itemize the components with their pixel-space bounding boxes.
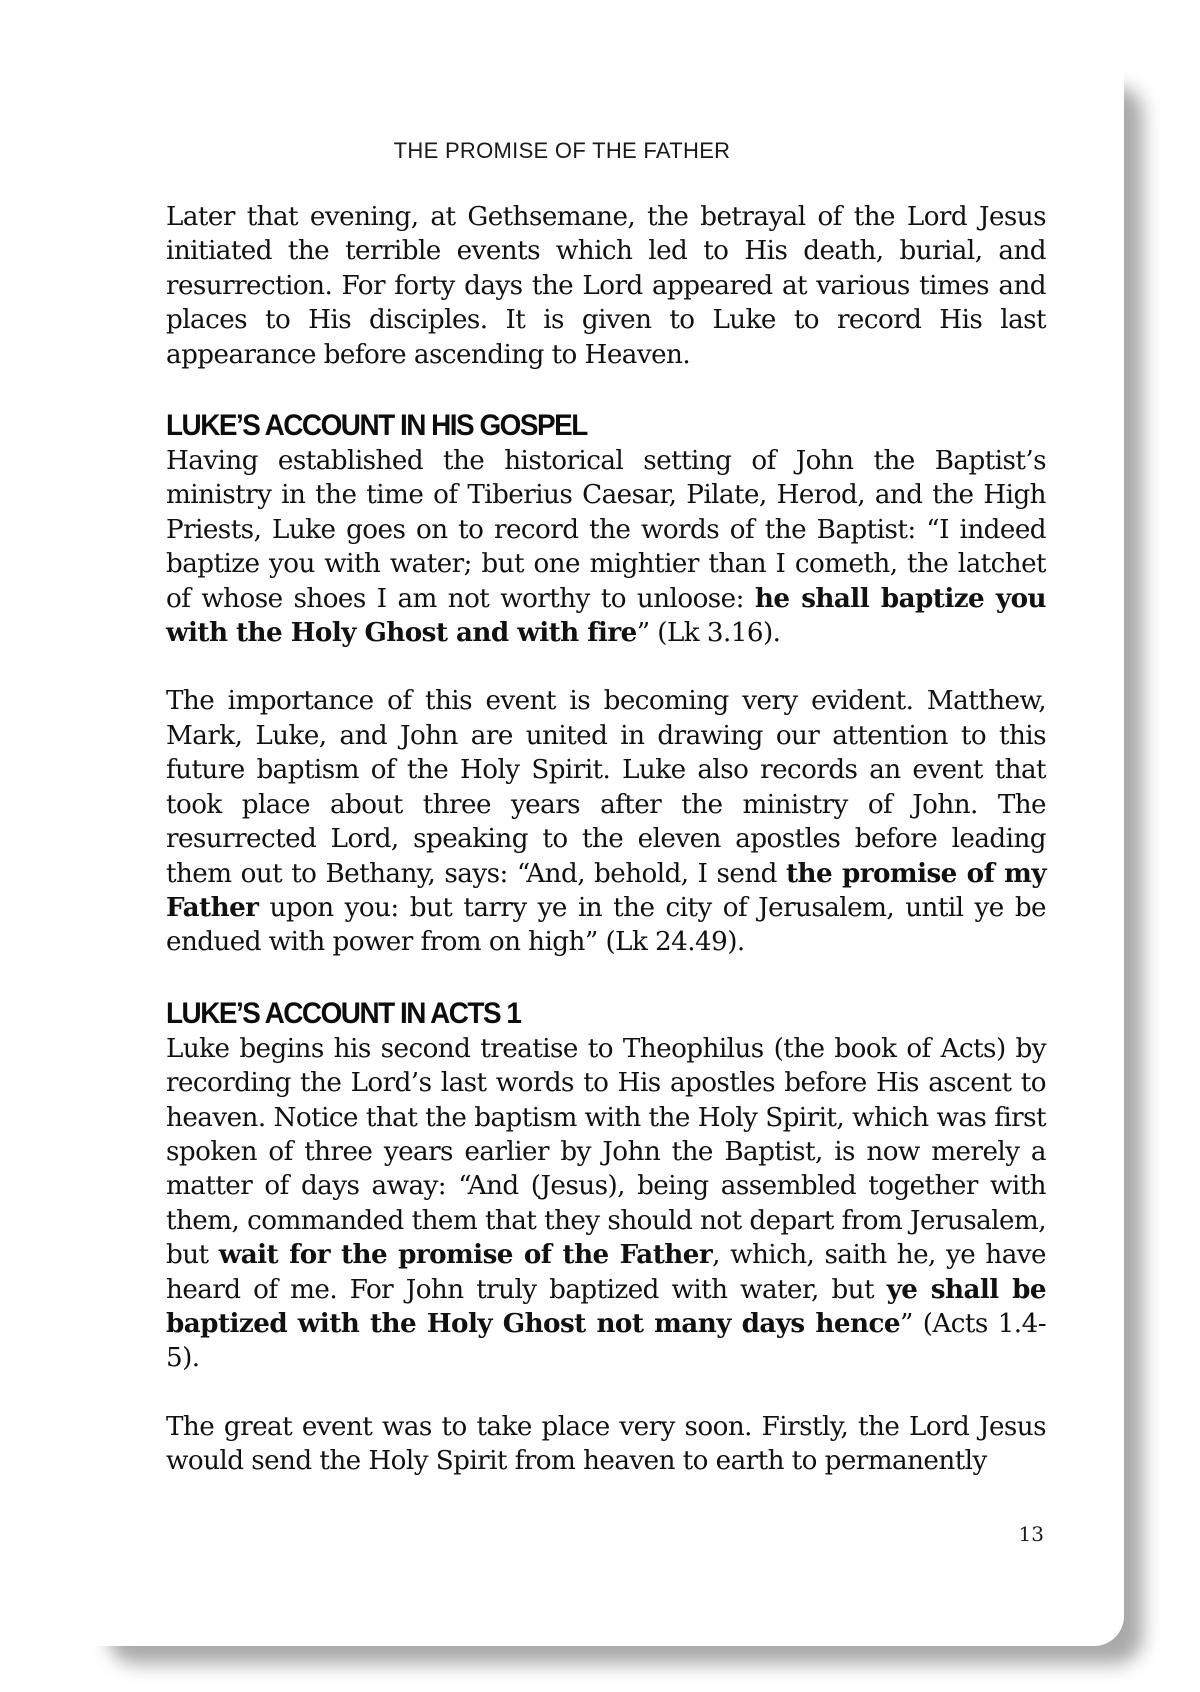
paragraph xyxy=(166,444,1046,650)
emphasized-text: wait for the promise of the Father xyxy=(218,1239,713,1271)
running-head: THE PROMISE OF THE FATHER xyxy=(393,138,731,163)
paragraph xyxy=(166,684,1046,959)
paragraph xyxy=(166,1410,1046,1479)
paragraph-text: Having established the historical setting of John the Baptist’s ministry in the time of Tiberius Caesar, Pilate, Herod, and the High Priests, Luke goes on to record the words of the Baptist: “I indeed baptize you with water; but one mightier than I cometh, the latchet of whose shoes I am not worthy to unloose: xyxy=(166,446,1046,614)
paragraph xyxy=(166,1032,1046,1376)
paragraph xyxy=(166,200,1046,372)
page-body xyxy=(166,200,1046,1479)
paragraph-text: The importance of this event is becoming very evident. Matthew, Mark, Luke, and John are united in drawing our attention to this future baptism of the Holy Spirit. Luke also records an event that took place about three years after the ministry of John. The resurrected Lord, speaking to the eleven apostles before leading them out to Bethany, says: “And, behold, I send xyxy=(166,686,1046,889)
page-number: 13 xyxy=(1018,1522,1044,1546)
paragraph-text: ” (Acts 1.4-5). xyxy=(166,1308,1046,1374)
paragraph-text: upon you: but tarry ye in the city of Jerusalem, until ye be endued with power from on high” (Lk 24.49). xyxy=(166,892,1046,958)
paragraph-text: The great event was to take place very soon. Firstly, the Lord Jesus would send the Holy Spirit from heaven to earth to permanently xyxy=(166,1411,1046,1477)
paragraph-text: Luke begins his second treatise to Theophilus (the book of Acts) by recording the Lord’s last words to His apostles before His ascent to heaven. Notice that the baptism with the Holy Spirit, which was first spoken of three years earlier by John the Baptist, is now merely a matter of days away: “And (Jesus), being assembled together with them, commanded them that they should not depart from Jerusalem, but xyxy=(166,1033,1046,1271)
paragraph-text: Later that evening, at Gethsemane, the betrayal of the Lord Jesus initiated the terrible events which led to His death, burial, and resurrection. For forty days the Lord appeared at various times and places to His disciples. It is given to Luke to record His last appearance before ascending to Heaven. xyxy=(166,202,1046,370)
emphasized-text: ye shall be baptized with the Holy Ghost not many days hence xyxy=(166,1273,1046,1339)
emphasized-text: he shall baptize you with the Holy Ghost and with fire xyxy=(166,582,1046,649)
paragraph-text: ” (Lk 3.16). xyxy=(636,618,781,649)
paragraph-text: , which, saith he, ye have heard of me. For John truly baptized with water, but xyxy=(166,1240,1046,1305)
section-heading: LUKE’S ACCOUNT IN HIS GOSPEL xyxy=(166,409,587,443)
section-heading: LUKE’S ACCOUNT IN ACTS 1 xyxy=(166,996,521,1030)
emphasized-text: the promise of my Father xyxy=(166,857,1047,923)
